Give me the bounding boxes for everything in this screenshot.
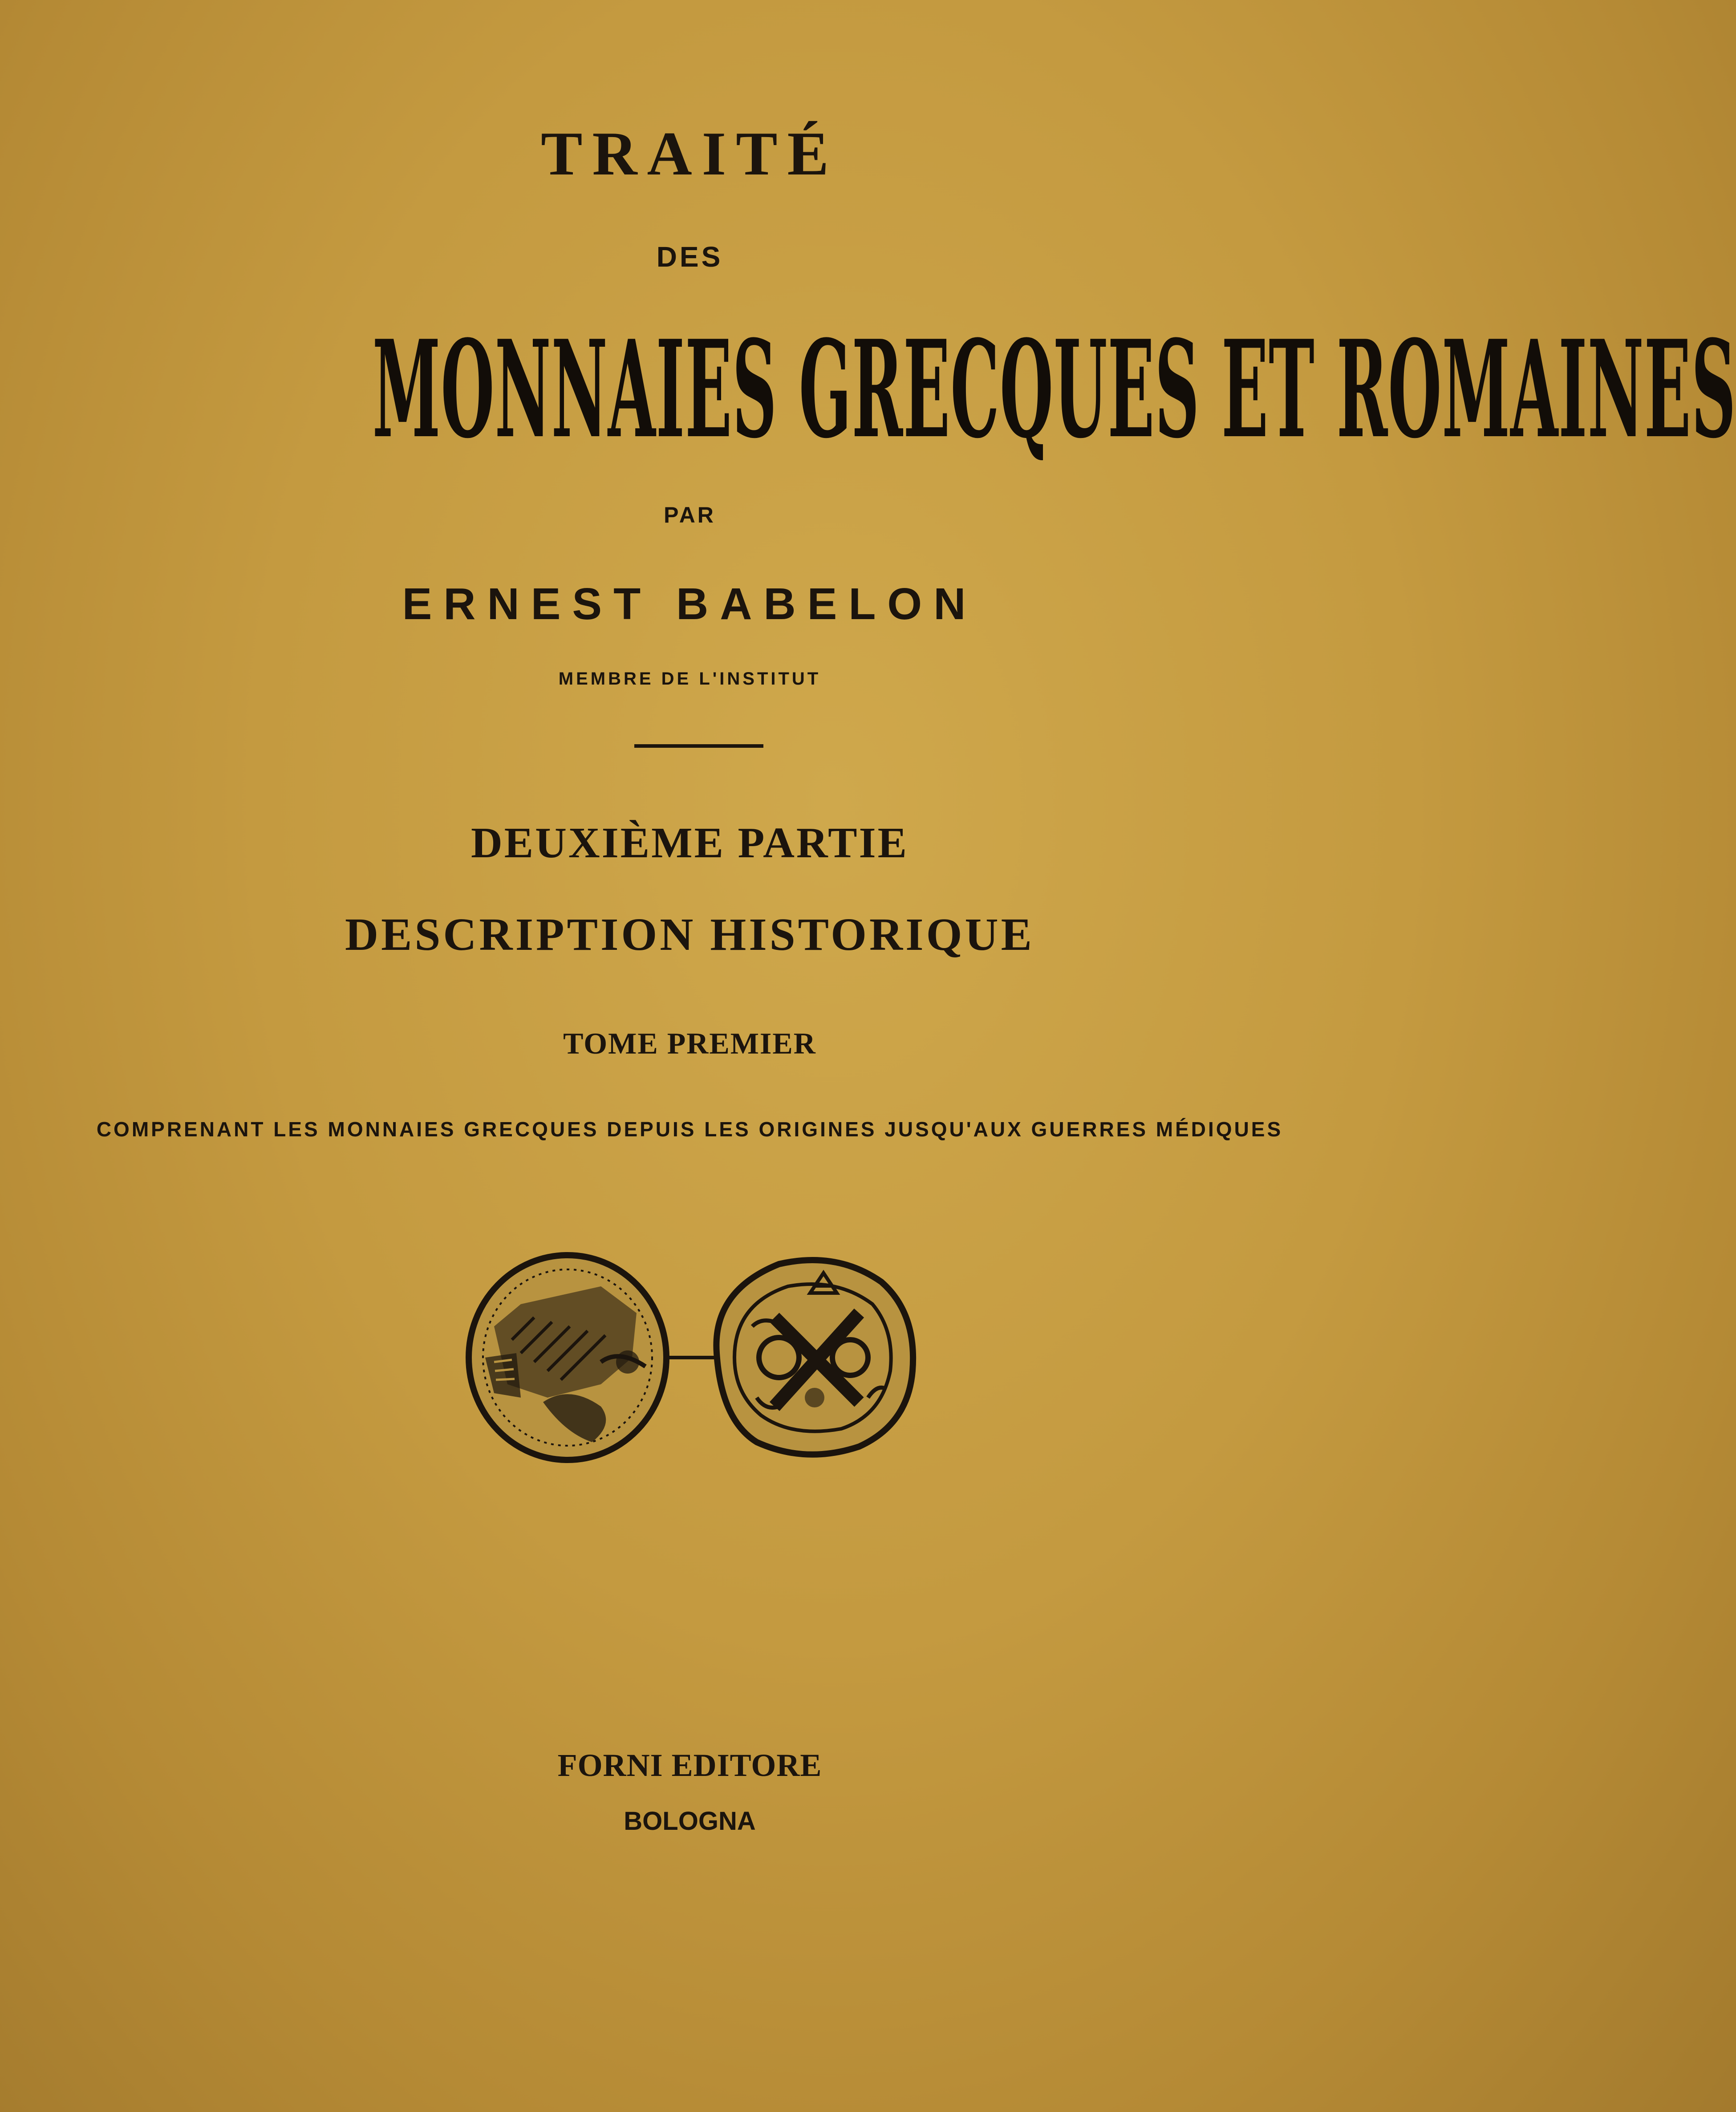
volume-label: TOME PREMIER xyxy=(563,1026,816,1060)
contents-description: COMPRENANT LES MONNAIES GRECQUES DEPUIS LES ORIGINES JUSQU'AUX GUERRES MÉDIQUES xyxy=(96,1118,1283,1141)
author-name: ERNEST BABELON xyxy=(402,579,978,629)
coin-reverse-icon xyxy=(716,1260,913,1455)
publisher-name: FORNI EDITORE xyxy=(557,1747,822,1783)
by-line: PAR xyxy=(664,503,716,527)
part-number: DEUXIÈME PARTIE xyxy=(471,819,909,867)
main-title: MONNAIES GRECQUES ET ROMAINES xyxy=(372,311,1736,468)
part-title: DESCRIPTION HISTORIQUE xyxy=(345,909,1034,960)
coin-obverse-reverse-icon xyxy=(467,1251,921,1464)
coin-obverse-icon xyxy=(469,1255,666,1460)
divider-rule xyxy=(634,744,763,748)
title-line-des: DES xyxy=(656,241,723,273)
title-line-traite: TRAITÉ xyxy=(541,119,839,188)
author-affiliation: MEMBRE DE L'INSTITUT xyxy=(558,669,821,689)
publisher-city: BOLOGNA xyxy=(624,1807,756,1836)
